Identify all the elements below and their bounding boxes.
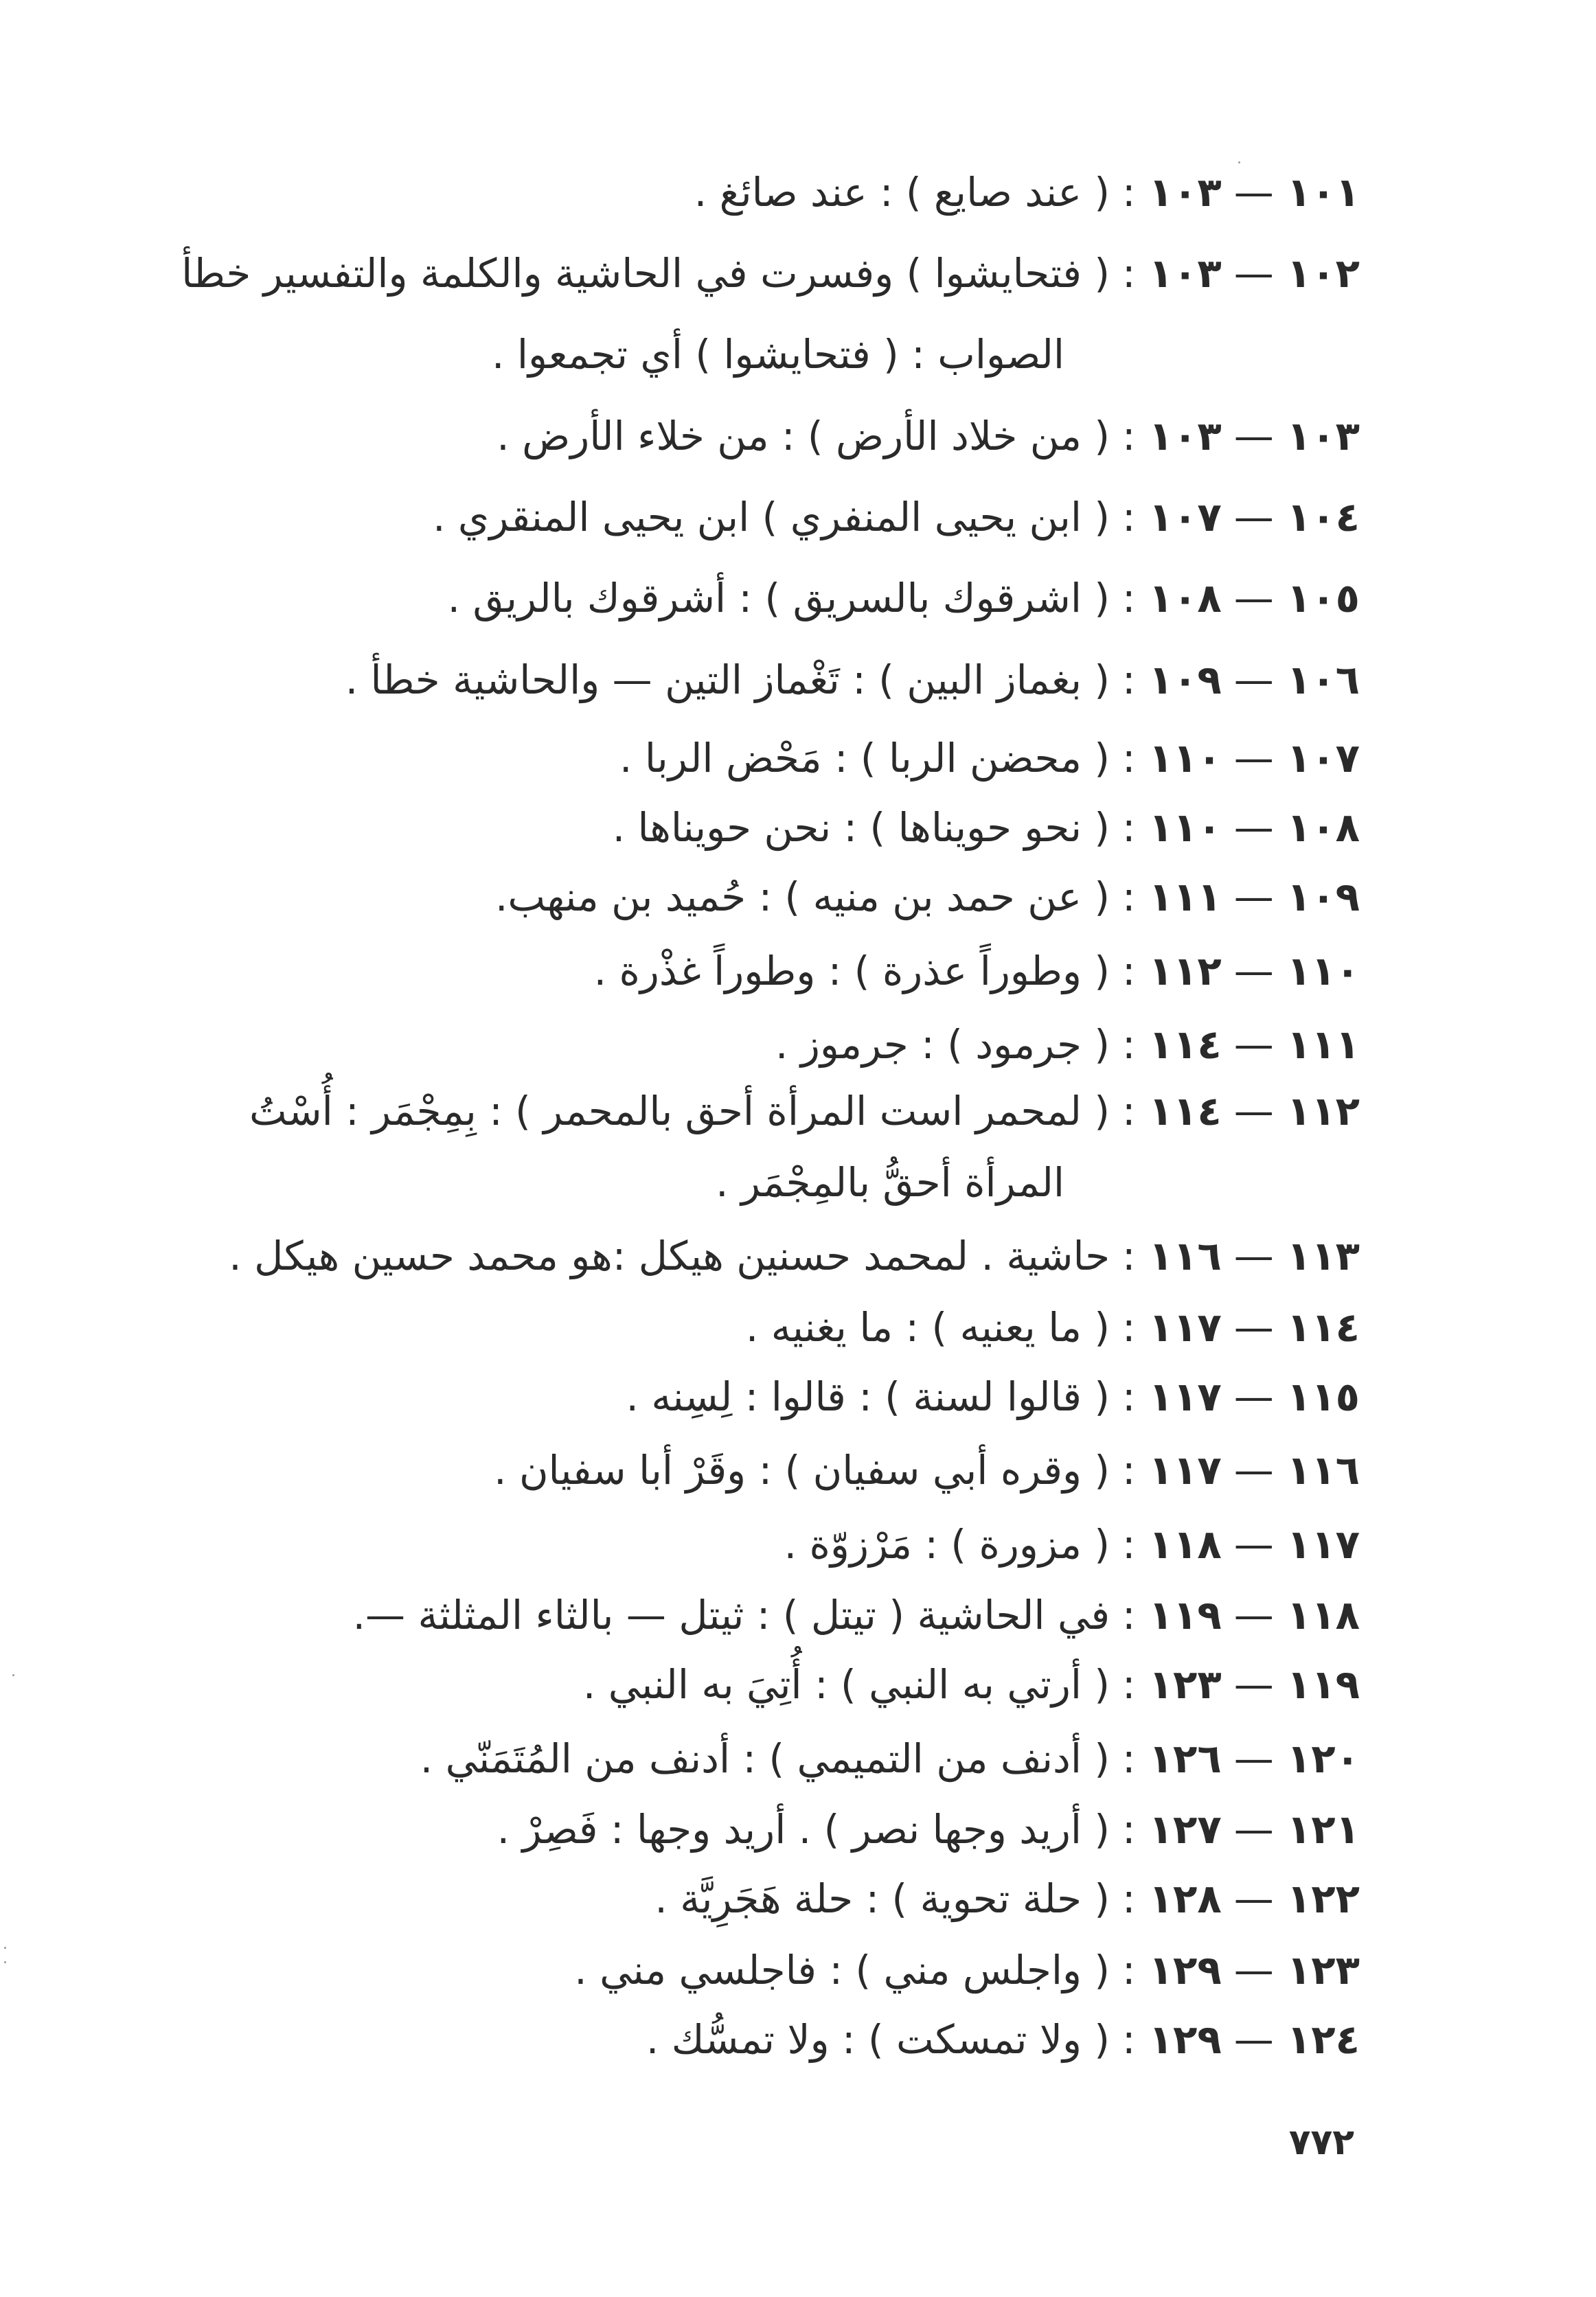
erratum-entry-113	[229, 1229, 1360, 1283]
entry-number: ١١٥	[1286, 1373, 1360, 1420]
colon-separator: :	[1122, 494, 1137, 540]
erratum-entry-101	[694, 165, 1360, 220]
entry-number: ١١٨	[1286, 1592, 1360, 1638]
entry-text: ( ولا تمسكت ) : ولا تمسُّك .	[646, 2016, 1110, 2063]
colon-separator: :	[1122, 804, 1137, 851]
colon-separator: :	[1122, 575, 1137, 621]
dash-separator: —	[1233, 1735, 1275, 1782]
entry-number: ١٢٢	[1286, 1875, 1360, 1922]
entry-number: ١١١	[1286, 1021, 1360, 1068]
entry-number: ١١٤	[1286, 1304, 1360, 1351]
dash-separator: —	[1233, 1875, 1275, 1922]
dash-separator: —	[1233, 804, 1275, 851]
entry-text: ( فتحايشوا ) وفسرت في الحاشية والكلمة والتفسير خطأ	[181, 250, 1110, 297]
erratum-entry-103	[497, 409, 1360, 464]
entry-page: ١١٨	[1148, 1521, 1222, 1568]
entry-number: ١٠٦	[1286, 656, 1360, 703]
colon-separator: :	[1122, 413, 1137, 459]
entry-text: ( من خلاد الأرض ) : من خلاء الأرض .	[497, 413, 1110, 459]
erratum-entry-119	[583, 1657, 1360, 1712]
entry-text: في الحاشية ( تيتل ) : ثيتل — بالثاء المثلثة —.	[352, 1592, 1110, 1638]
dash-separator: —	[1233, 1947, 1275, 1993]
entry-page: ١١٩	[1148, 1592, 1222, 1638]
entry-text: ( وقره أبي سفيان ) : وقَرْ أبا سفيان .	[494, 1447, 1110, 1494]
colon-separator: :	[1122, 169, 1137, 216]
dash-separator: —	[1233, 873, 1275, 920]
scan-speck	[12, 1674, 14, 1676]
entry-page: ١٠٣	[1148, 169, 1222, 216]
entry-number: ١٢٤	[1286, 2016, 1360, 2063]
colon-separator: :	[1122, 1373, 1137, 1420]
entry-text: ( أريد وجها نصر ) . أريد وجها : فَصِرْ .	[497, 1806, 1110, 1853]
entry-number: ١٢٠	[1286, 1735, 1360, 1782]
colon-separator: :	[1122, 1875, 1137, 1922]
entry-text: ( أرتي به النبي ) : أُتِيَ به النبي .	[582, 1661, 1110, 1708]
entry-number: ١٠٩	[1286, 873, 1360, 920]
erratum-entry-122	[654, 1871, 1360, 1926]
entry-text: ( نحو حويناها ) : نحن حويناها .	[612, 804, 1110, 851]
entry-text: ( مزورة ) : مَرْزوّة .	[784, 1521, 1110, 1568]
colon-separator: :	[1122, 1592, 1137, 1638]
entry-text: ( محضن الربا ) : مَحْض الربا .	[619, 735, 1110, 781]
entry-text: حاشية . لمحمد حسنين هيكل :هو محمد حسين هيكل .	[229, 1233, 1110, 1279]
dash-separator: —	[1233, 1592, 1275, 1638]
entry-page: ١١٧	[1148, 1373, 1222, 1420]
entry-number: ١٢٣	[1286, 1947, 1360, 1993]
dash-separator: —	[1233, 948, 1275, 994]
dash-separator: —	[1233, 1088, 1275, 1134]
entry-text: ( وطوراً عذرة ) : وطوراً غذْرة .	[593, 948, 1110, 994]
dash-separator: —	[1233, 1233, 1275, 1279]
colon-separator: :	[1122, 948, 1137, 994]
erratum-entry-109	[495, 869, 1360, 924]
entry-number: ١١٦	[1286, 1447, 1360, 1494]
erratum-entry-123	[574, 1943, 1360, 1998]
dash-separator: —	[1233, 1021, 1275, 1068]
entry-text: ( اشرقوك بالسريق ) : أشرقوك بالريق .	[447, 575, 1110, 621]
erratum-entry-104	[433, 490, 1360, 545]
colon-separator: :	[1122, 656, 1137, 703]
entry-page: ١٢٩	[1148, 1947, 1222, 1993]
erratum-entry-107	[619, 731, 1360, 786]
colon-separator: :	[1122, 1806, 1137, 1853]
colon-separator: :	[1122, 250, 1137, 297]
page-number: ٧٧٢	[1288, 2122, 1354, 2163]
erratum-entry-106	[345, 652, 1360, 707]
entry-page: ١١١	[1148, 873, 1222, 920]
entry-continuation-text: المرأة أحقُّ بالمِجْمَر .	[716, 1159, 1064, 1206]
entry-number: ١٠٢	[1286, 250, 1360, 297]
entry-number: ١٠٧	[1286, 735, 1360, 781]
erratum-entry-118	[353, 1588, 1360, 1643]
colon-separator: :	[1122, 1304, 1137, 1351]
entry-number: ١٠١	[1286, 169, 1360, 216]
dash-separator: —	[1233, 575, 1275, 621]
erratum-entry-121	[497, 1802, 1360, 1857]
entry-number: ١١٩	[1286, 1661, 1360, 1708]
scan-speck	[1238, 161, 1240, 163]
colon-separator: :	[1122, 1233, 1137, 1279]
erratum-entry-124	[646, 2012, 1360, 2067]
colon-separator: :	[1122, 873, 1137, 920]
entry-page: ١١٤	[1148, 1021, 1222, 1068]
erratum-entry-112-continuation	[716, 1155, 1064, 1210]
scan-speck	[4, 1961, 6, 1963]
entry-page: ١٠٣	[1148, 250, 1222, 297]
entry-text: ( بغماز البين ) : تَغْماز التين — والحاشية خطأ .	[345, 656, 1110, 703]
entry-page: ١٢٣	[1148, 1661, 1222, 1708]
entry-number: ١١٣	[1286, 1233, 1360, 1279]
dash-separator: —	[1233, 1373, 1275, 1420]
colon-separator: :	[1122, 1947, 1137, 1993]
colon-separator: :	[1122, 1088, 1137, 1134]
entry-page: ١٢٧	[1148, 1806, 1222, 1853]
dash-separator: —	[1233, 1304, 1275, 1351]
colon-separator: :	[1122, 1021, 1137, 1068]
entry-page: ١٢٨	[1148, 1875, 1222, 1922]
entry-page: ١١٠	[1148, 735, 1222, 781]
entry-text: ( جرمود ) : جرموز .	[775, 1021, 1110, 1068]
erratum-entry-120	[420, 1731, 1360, 1786]
dash-separator: —	[1233, 494, 1275, 540]
entry-text: ( قالوا لسنة ) : قالوا : لِسِنه .	[626, 1373, 1110, 1420]
dash-separator: —	[1233, 250, 1275, 297]
erratum-entry-102	[181, 246, 1360, 301]
entry-page: ١١٧	[1148, 1304, 1222, 1351]
entry-page: ١٢٦	[1148, 1735, 1222, 1782]
entry-text: ( حلة تحوية ) : حلة هَجَرِيَّة .	[654, 1875, 1110, 1922]
entry-page: ١٢٩	[1148, 2016, 1222, 2063]
scan-speck	[4, 1947, 6, 1949]
dash-separator: —	[1233, 413, 1275, 459]
entry-number: ١٠٨	[1286, 804, 1360, 851]
erratum-entry-108	[613, 800, 1360, 855]
erratum-entry-105	[448, 571, 1360, 626]
entry-page: ١١٤	[1148, 1088, 1222, 1134]
erratum-entry-115	[626, 1369, 1360, 1424]
colon-separator: :	[1122, 1447, 1137, 1494]
entry-number: ١٢١	[1286, 1806, 1360, 1853]
entry-text: ( عن حمد بن منيه ) : حُميد بن منهب.	[494, 873, 1110, 920]
entry-page: ١٠٧	[1148, 494, 1222, 540]
entry-page: ١١٧	[1148, 1447, 1222, 1494]
dash-separator: —	[1233, 1661, 1275, 1708]
dash-separator: —	[1233, 2016, 1275, 2063]
entry-number: ١٠٣	[1286, 413, 1360, 459]
entry-number: ١١٧	[1286, 1521, 1360, 1568]
colon-separator: :	[1122, 735, 1137, 781]
entry-page: ١٠٨	[1148, 575, 1222, 621]
colon-separator: :	[1122, 2016, 1137, 2063]
entry-continuation-text: الصواب : ( فتحايشوا ) أي تجمعوا .	[491, 331, 1064, 378]
entry-text: ( ابن يحيى المنفري ) ابن يحيى المنقري .	[433, 494, 1110, 540]
dash-separator: —	[1233, 735, 1275, 781]
entry-number: ١١٠	[1286, 948, 1360, 994]
entry-text: ( عند صايع ) : عند صائغ .	[694, 169, 1110, 216]
entry-page: ١١٢	[1148, 948, 1222, 994]
entry-text: ( واجلس مني ) : فاجلسي مني .	[574, 1947, 1110, 1993]
entry-text: ( ما يعنيه ) : ما يغنيه .	[745, 1304, 1110, 1351]
entry-number: ١٠٤	[1286, 494, 1360, 540]
entry-text: ( لمحمر است المرأة أحق بالمحمر ) : بِمِجْمَر : أُسْتُ	[249, 1088, 1110, 1134]
entry-number: ١٠٥	[1286, 575, 1360, 621]
erratum-entry-110	[594, 944, 1360, 998]
entry-number: ١١٢	[1286, 1088, 1360, 1134]
entry-page: ١١٦	[1148, 1233, 1222, 1279]
erratum-entry-114	[746, 1300, 1360, 1355]
colon-separator: :	[1122, 1661, 1137, 1708]
erratum-entry-116	[494, 1443, 1360, 1498]
entry-page: ١١٠	[1148, 804, 1222, 851]
dash-separator: —	[1233, 656, 1275, 703]
dash-separator: —	[1233, 1447, 1275, 1494]
entry-page: ١٠٣	[1148, 413, 1222, 459]
entry-page: ١٠٩	[1148, 656, 1222, 703]
erratum-entry-117	[784, 1517, 1360, 1572]
dash-separator: —	[1233, 1521, 1275, 1568]
colon-separator: :	[1122, 1521, 1137, 1568]
dash-separator: —	[1233, 1806, 1275, 1853]
erratum-entry-112	[249, 1084, 1360, 1139]
colon-separator: :	[1122, 1735, 1137, 1782]
entry-text: ( أدنف من التميمي ) : أدنف من المُتَمَنّي .	[420, 1735, 1110, 1782]
dash-separator: —	[1233, 169, 1275, 216]
erratum-entry-111	[775, 1017, 1360, 1072]
erratum-entry-102-continuation	[492, 327, 1064, 382]
